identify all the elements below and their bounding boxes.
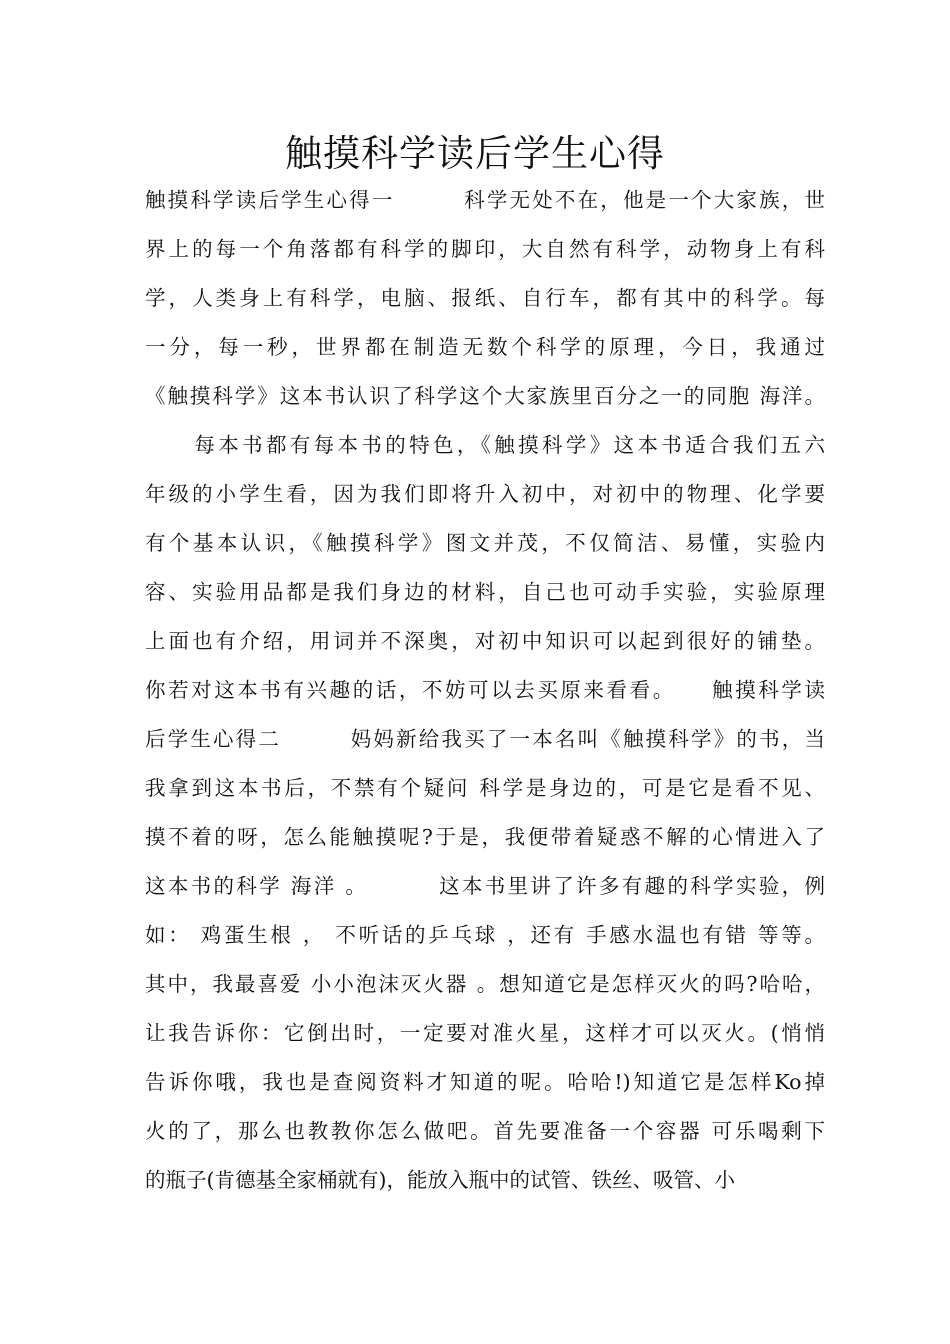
text-line: 年级的小学生看，因为我们即将升入初中，对初中的物理、化学要 bbox=[145, 482, 825, 506]
text-line: 界上的每一个角落都有科学的脚印，大自然有科学，动物身上有科 bbox=[145, 237, 825, 261]
text-line: 告诉你哦，我也是查阅资料才知道的呢。哈哈!)知道它是怎样Ko掉 bbox=[145, 1070, 825, 1094]
document-body bbox=[145, 176, 825, 1205]
text-line: 一分，每一秒，世界都在制造无数个科学的原理，今日，我通过 bbox=[145, 335, 825, 359]
text-line: 让我告诉你：它倒出时，一定要对准火星，这样才可以灭火。(悄悄 bbox=[145, 1021, 825, 1045]
text-line: 《触摸科学》这本书认识了科学这个大家族里百分之一的同胞 海洋。 bbox=[145, 384, 825, 408]
text-line: 有个基本认识，《触摸科学》图文并茂，不仅简洁、易懂，实验内 bbox=[145, 531, 825, 555]
text-line: 这本书的科学 海洋 。 这本书里讲了许多有趣的科学实验，例 bbox=[145, 874, 825, 898]
text-line: 其中，我最喜爱 小小泡沫灭火器 。想知道它是怎样灭火的吗?哈哈， bbox=[145, 972, 825, 996]
text-line: 触摸科学读后学生心得一 科学无处不在，他是一个大家族，世 bbox=[145, 188, 825, 212]
document-title: 触摸科学读后学生心得 bbox=[285, 132, 665, 175]
text-line: 如： 鸡蛋生根 ， 不听话的乒乓球 ，还有 手感水温也有错 等等。 bbox=[145, 923, 825, 947]
text-line: 摸不着的呀，怎么能触摸呢?于是，我便带着疑惑不解的心情进入了 bbox=[145, 825, 825, 849]
text-line: 后学生心得二 妈妈新给我买了一本名叫《触摸科学》的书，当 bbox=[145, 727, 825, 751]
text-line: 你若对这本书有兴趣的话，不妨可以去买原来看看。 触摸科学读 bbox=[145, 678, 825, 702]
text-line: 容、实验用品都是我们身边的材料，自己也可动手实验，实验原理 bbox=[145, 580, 825, 604]
text-line: 学，人类身上有科学，电脑、报纸、自行车，都有其中的科学。每 bbox=[145, 286, 825, 310]
text-line: 上面也有介绍，用词并不深奥，对初中知识可以起到很好的铺垫。 bbox=[145, 629, 825, 653]
text-line: 我拿到这本书后，不禁有个疑问 科学是身边的，可是它是看不见、 bbox=[145, 776, 825, 800]
text-line: 的瓶子(肯德基全家桶就有)，能放入瓶中的试管、铁丝、吸管、小 bbox=[145, 1168, 735, 1192]
text-line: 火的了，那么也教教你怎么做吧。首先要准备一个容器 可乐喝剩下 bbox=[145, 1119, 825, 1143]
text-line: 每本书都有每本书的特色，《触摸科学》这本书适合我们五六 bbox=[145, 433, 825, 457]
